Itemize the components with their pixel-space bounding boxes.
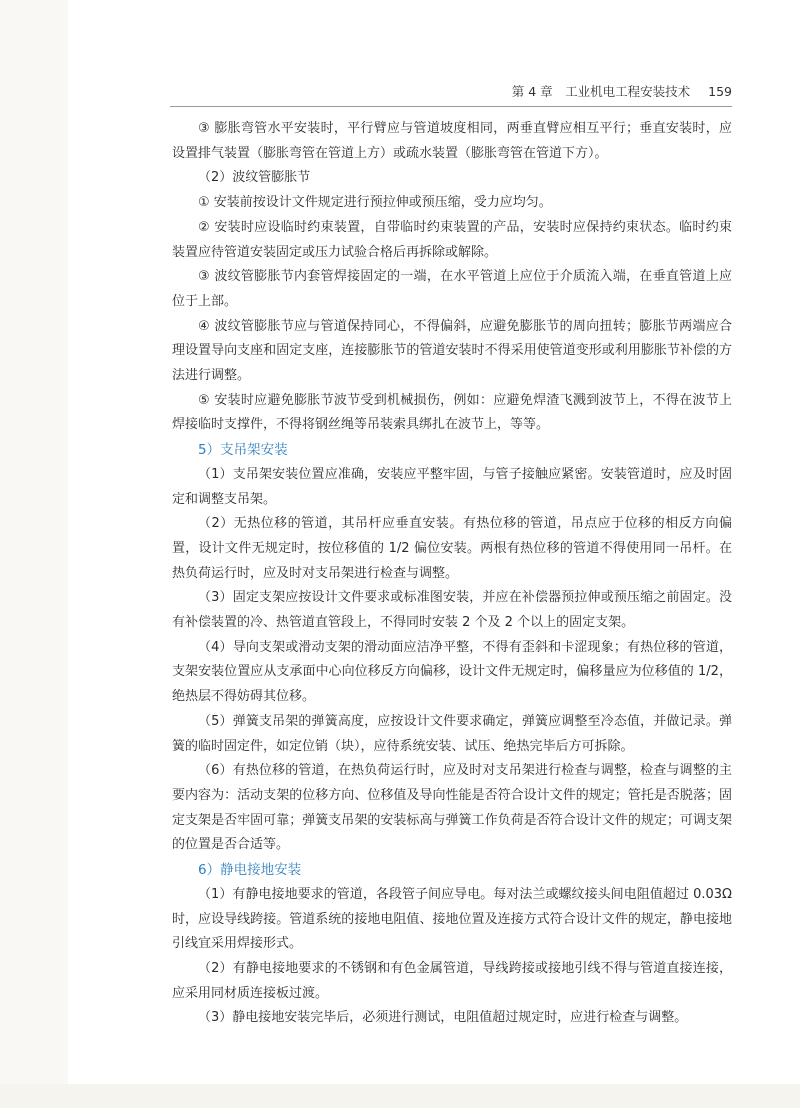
paragraph: ⑤ 安装时应避免膨胀节波节受到机械损伤，例如：应避免焊渣飞溅到波节上，不得在波节上焊接临时支撑件，不得将钢丝绳等吊装索具绑扎在波节上，等等。 [172, 392, 732, 433]
paragraph: （5）弹簧支吊架的弹簧高度，应按设计文件要求确定，弹簧应调整至冷态值，并做记录。弹簧的临时固定件，如定位销（块），应待系统安装、试压、绝热完毕后方可拆除。 [172, 713, 732, 754]
section-heading-supports: 5）支吊架安装 [198, 442, 288, 459]
paragraph: （1）有静电接地要求的管道，各段管子间应导电。每对法兰或螺纹接头间电阻值超过 0.03Ω 时，应设导线跨接。管道系统的接地电阻值、接地位置及连接方式符合设计文件的规定，静电接地引线宜采用焊接形式。 [172, 886, 732, 952]
paragraph: ① 安装前按设计文件规定进行预拉伸或预压缩，受力应均匀。 [198, 195, 552, 211]
page-body [172, 117, 732, 1031]
page-number: 159 [708, 84, 732, 99]
paragraph: （3）静电接地安装完毕后，必须进行测试，电阻值超过规定时，应进行检查与调整。 [198, 1010, 688, 1026]
paragraph: （1）支吊架安装位置应准确，安装应平整牢固，与管子接触应紧密。安装管道时，应及时固定和调整支吊架。 [172, 466, 732, 507]
chapter-title: 第 4 章 工业机电工程安装技术 [511, 84, 691, 99]
paragraph: ④ 波纹管膨胀节应与管道保持同心，不得偏斜，应避免膨胀节的周向扭转；膨胀节两端应合理设置导向支座和固定支座，连接膨胀节的管道安装时不得采用使管道变形或利用膨胀节补偿的方法进行调整。 [172, 318, 732, 384]
paragraph: （4）导向支架或滑动支架的滑动面应洁净平整，不得有歪斜和卡涩现象；有热位移的管道，支架安装位置应从支承面中心向位移反方向偏移，设计文件无规定时，偏移量应为位移值的 1/2，绝热层不得妨碍其位移。 [172, 639, 732, 705]
paragraph: ③ 波纹管膨胀节内套管焊接固定的一端，在水平管道上应位于介质流入端，在垂直管道上应位于上部。 [172, 269, 732, 309]
paragraph: ③ 膨胀弯管水平安装时，平行臂应与管道坡度相同，两垂直臂应相互平行；垂直安装时，应设置排气装置（膨胀弯管在管道上方）或疏水装置（膨胀弯管在管道下方）。 [172, 121, 732, 161]
paragraph: （2）无热位移的管道，其吊杆应垂直安装。有热位移的管道，吊点应于位移的相反方向偏置，设计文件无规定时，按位移值的 1/2 偏位安装。两根有热位移的管道不得使用同一吊杆。在热负荷运行时，应及时对支吊架进行检查与调整。 [172, 516, 732, 581]
top-margin [0, 0, 800, 52]
paragraph: （6）有热位移的管道，在热负荷运行时，应及时对支吊架进行检查与调整，检查与调整的主要内容为：活动支架的位移方向、位移值及导向性能是否符合设计文件的规定；管托是否脱落；固定支架是否牢固可靠；弹簧支吊架的安装标高与弹簧工作负荷是否符合设计文件的规定；可调支架的位置是否合适等。 [172, 763, 732, 853]
bottom-margin [0, 1084, 800, 1108]
section-heading-static-grounding: 6）静电接地安装 [198, 862, 302, 879]
paragraph: （3）固定支架应按设计文件要求或标准图安装，并应在补偿器预拉伸或预压缩之前固定。没有补偿装置的冷、热管道直管段上，不得同时安装 2 个及 2 个以上的固定支架。 [172, 590, 732, 631]
paragraph: ② 安装时应设临时约束装置，自带临时约束装置的产品，安装时应保持约束状态。临时约束装置应待管道安装固定或压力试验合格后再拆除或解除。 [172, 219, 732, 260]
paragraph: （2）有静电接地要求的不锈钢和有色金属管道，导线跨接或接地引线不得与管道直接连接，应采用同材质连接板过渡。 [172, 960, 732, 1001]
scan-shadow-edge [0, 0, 68, 1108]
running-header [170, 84, 732, 107]
subsection-title: （2）波纹管膨胀节 [198, 170, 311, 186]
